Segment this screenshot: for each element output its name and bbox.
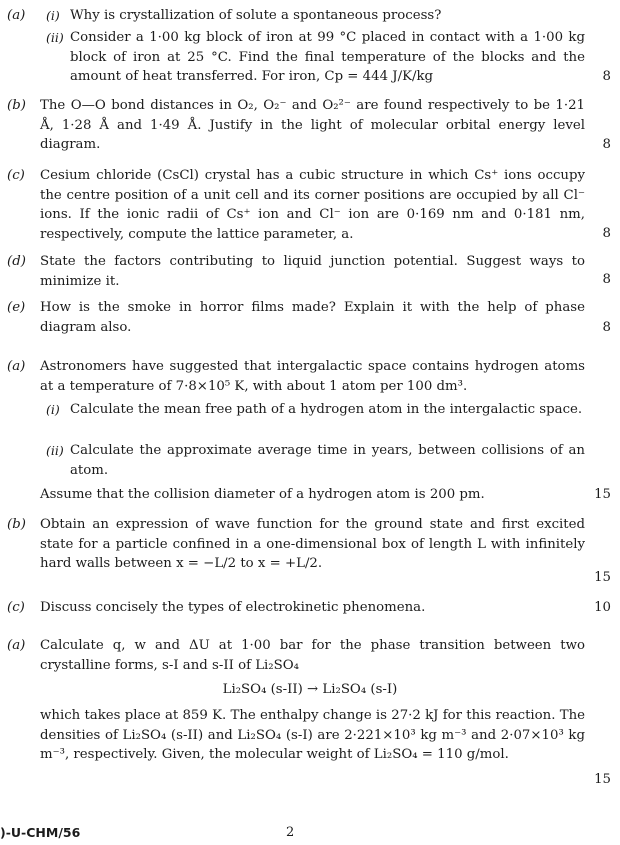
q1-a-i-text: Why is crystallization of solute a spontaneous process? [70, 8, 442, 23]
q2-c-text: Discuss concisely the types of electrokinetic phenomena. [40, 600, 426, 615]
q1-d-label: (d) [7, 254, 26, 269]
q2-a-label: (a) [7, 359, 26, 374]
q1-b-text: The O—O bond distances in O₂, O₂⁻ and O₂²⁻ are found respectively to be 1·21 Å, 1·28 Å and 1·49 Å. Justify in the light of molecular orbital energy level diagram. [40, 98, 585, 152]
q2-a-marks: 15 [594, 487, 611, 502]
q1-a-ii-label: (ii) [46, 30, 64, 45]
q2-a-text: Astronomers have suggested that intergalactic space contains hydrogen atoms at a temperature of 7·8×10⁵ K, with about 1 atom per 100 dm³. [40, 359, 585, 394]
q1-a-i-label: (i) [46, 8, 60, 23]
q2-a-i-text: Calculate the mean free path of a hydrogen atom in the intergalactic space. [70, 402, 583, 417]
q1-e-text: How is the smoke in horror films made? Explain it with the help of phase diagram also. [40, 300, 585, 335]
q2-b-marks: 15 [594, 570, 611, 585]
footer-code: )-U-CHM/56 [0, 825, 81, 840]
q2-a-ii-label: (ii) [46, 443, 64, 458]
q2-b-text: Obtain an expression of wave function for the ground state and first excited state for a particle confined in a one-dimensional box of length L with infinitely hard walls between x = −L/2 to x = +L/2. [40, 517, 585, 571]
q1-b-marks: 8 [602, 137, 611, 152]
q2-c-label: (c) [7, 600, 25, 615]
q1-d-marks: 8 [602, 272, 611, 287]
q1-a-label: (a) [7, 8, 26, 23]
q2-a-i-label: (i) [46, 402, 60, 417]
q1-b-label: (b) [7, 98, 26, 113]
q2-c-marks: 10 [594, 600, 611, 615]
q3-a-text: Calculate q, w and ΔU at 1·00 bar for the phase transition between two crystalline forms, s-I and s-II of Li₂SO₄ [40, 638, 585, 673]
q1-c-marks: 8 [602, 226, 611, 241]
page-number: 2 [286, 825, 295, 840]
q1-a-ii-text: Consider a 1·00 kg block of iron at 99 °C placed in contact with a 1·00 kg block of iron at 25 °C. Find the final temperature of the blocks and the amount of heat transferred. For iron, Cp = 444 J/K/kg [70, 30, 585, 84]
q1-c-text: Cesium chloride (CsCl) crystal has a cubic structure in which Cs⁺ ions occupy the centre position of a unit cell and its corner positions are occupied by all Cl⁻ ions. If the ionic radii of Cs⁺ ion and Cl⁻ ion are 0·169 nm and 0·181 nm, respectively, compute the lattice parameter, a. [40, 168, 585, 242]
q2-b-label: (b) [7, 517, 26, 532]
q3-a-marks: 15 [594, 772, 611, 787]
q1-e-label: (e) [7, 300, 26, 315]
q3-a-label: (a) [7, 638, 26, 653]
q1-a-marks: 8 [602, 69, 611, 84]
q2-a-ii-text: Calculate the approximate average time in years, between collisions of an atom. [70, 443, 585, 478]
q1-e-marks: 8 [602, 320, 611, 335]
q3-a-text2: which takes place at 859 K. The enthalpy change is 27·2 kJ for this reaction. The densities of Li₂SO₄ (s-II) and Li₂SO₄ (s-I) are 2·221×10³ kg m⁻³ and 2·07×10³ kg m⁻³, respectively. Given, the molecular weight of Li₂SO₄ = 110 g/mol. [40, 708, 585, 762]
q1-c-label: (c) [7, 168, 25, 183]
q3-a-equation: Li₂SO₄ (s-II) → Li₂SO₄ (s-I) [222, 682, 398, 697]
q2-a-assume: Assume that the collision diameter of a hydrogen atom is 200 pm. [40, 487, 485, 502]
q1-d-text: State the factors contributing to liquid junction potential. Suggest ways to minimize it. [40, 254, 585, 289]
